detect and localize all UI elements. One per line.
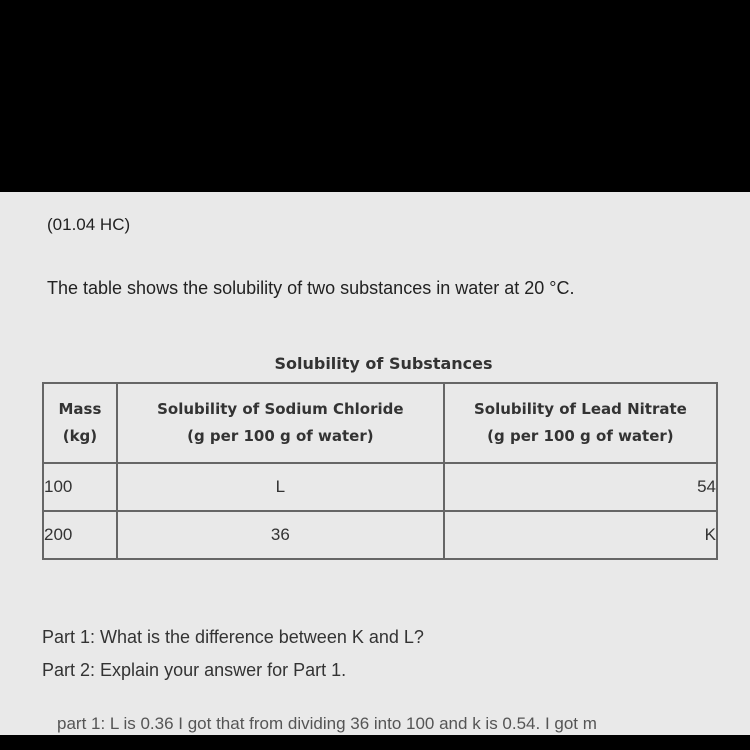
header-lead-nitrate bbox=[444, 383, 717, 463]
question-id: (01.04 HC) bbox=[47, 215, 131, 234]
cell-sodium-chloride: 36 bbox=[117, 511, 444, 559]
header-mass-line1: Mass bbox=[58, 400, 102, 418]
question-page bbox=[0, 192, 750, 735]
cell-sodium-chloride: L bbox=[117, 463, 444, 511]
table-title: Solubility of Substances bbox=[274, 354, 493, 373]
part1-question: Part 1: What is the difference between K and L? bbox=[42, 627, 424, 647]
header-lead-nitrate-line2: (g per 100 g of water) bbox=[487, 427, 674, 445]
header-sodium-chloride-line2: (g per 100 g of water) bbox=[187, 427, 374, 445]
question-prompt: The table shows the solubility of two substances in water at 20 °C. bbox=[47, 278, 575, 298]
header-mass-line2: (kg) bbox=[62, 427, 98, 445]
header-mass bbox=[43, 383, 117, 463]
header-sodium-chloride-line1: Solubility of Sodium Chloride bbox=[157, 400, 404, 418]
header-sodium-chloride bbox=[117, 383, 444, 463]
solubility-table bbox=[42, 382, 718, 560]
cell-lead-nitrate: 54 bbox=[444, 463, 717, 511]
answer-text[interactable]: part 1: L is 0.36 I got that from dividing 36 into 100 and k is 0.54. I got m bbox=[57, 714, 597, 733]
cell-mass: 100 bbox=[43, 463, 117, 511]
cell-mass: 200 bbox=[43, 511, 117, 559]
table-header-row bbox=[43, 383, 717, 463]
table-row bbox=[43, 463, 717, 511]
cell-lead-nitrate: K bbox=[444, 511, 717, 559]
header-lead-nitrate-line1: Solubility of Lead Nitrate bbox=[473, 400, 687, 418]
part2-question: Part 2: Explain your answer for Part 1. bbox=[42, 660, 347, 680]
table-row bbox=[43, 511, 717, 559]
